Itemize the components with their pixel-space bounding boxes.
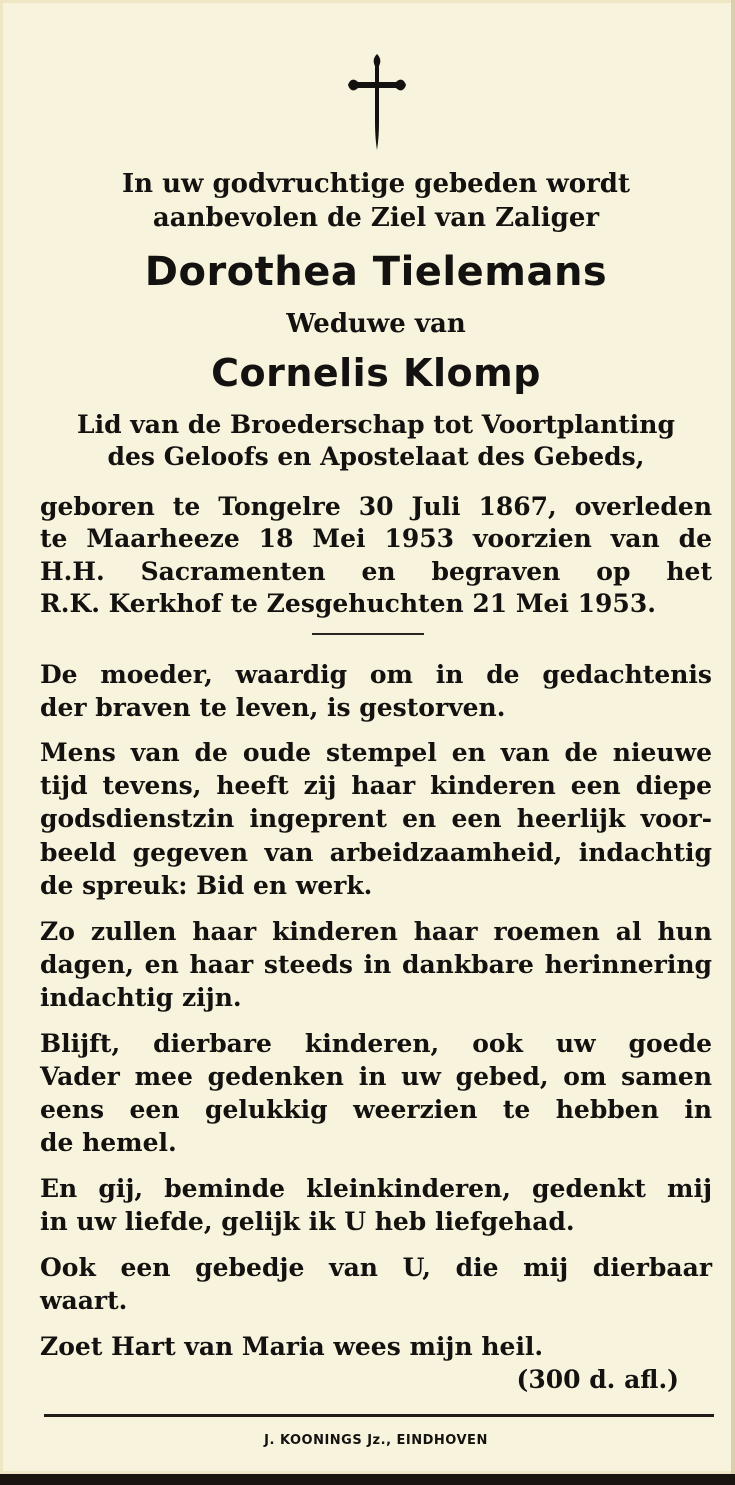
verse-line: Vader mee gedenken in uw gebed, om samen — [40, 1062, 712, 1091]
verse-line: Mens van de oude stempel en van de nieuwe — [40, 738, 712, 767]
card-edge-shadow — [731, 0, 735, 1474]
verse-line: waart. — [40, 1286, 128, 1315]
life-line: te Maarheeze 18 Mei 1953 voorzien van de — [40, 524, 712, 553]
life-line: geboren te Tongelre 30 Juli 1867, overleden — [40, 492, 712, 521]
membership-line: Lid van de Broederschap tot Voortplanting — [77, 410, 675, 439]
verse-line: de hemel. — [40, 1128, 177, 1157]
verse-line: in uw liefde, gelijk ik U heb liefgehad. — [40, 1207, 575, 1236]
intro-line: aanbevolen de Ziel van Zaliger — [152, 203, 600, 233]
verse-line: En gij, beminde kleinkinderen, gedenkt mij — [40, 1174, 712, 1203]
verse-line: tijd tevens, heeft zij haar kinderen een diepe — [40, 771, 712, 800]
life-line: H.H. Sacramenten en begraven op het — [40, 557, 712, 586]
latin-cross-icon — [346, 52, 408, 152]
indulgence-note: (300 d. afl.) — [516, 1365, 679, 1394]
verse-line: indachtig zijn. — [40, 983, 242, 1012]
verse-line: der braven te leven, is gestorven. — [40, 693, 506, 722]
membership-line: des Geloofs en Apostelaat des Gebeds, — [107, 442, 645, 471]
verse-line: de spreuk: Bid en werk. — [40, 871, 373, 900]
intro-line: In uw godvruchtige gebeden wordt — [122, 169, 630, 199]
spouse-name: Cornelis Klomp — [211, 351, 541, 395]
verse-line: dagen, en haar steeds in dankbare herinnering — [40, 950, 712, 979]
verse-line: beeld gegeven van arbeidzaamheid, indachtig — [40, 838, 712, 867]
footer-rule — [44, 1414, 714, 1417]
verse-line: Blijft, dierbare kinderen, ook uw goede — [40, 1029, 712, 1058]
verse-line: godsdienstzin ingeprent en een heerlijk voor- — [40, 804, 712, 833]
verse-line: Ook een gebedje van U, die mij dierbaar — [40, 1253, 712, 1282]
widow-of-label: Weduwe van — [286, 309, 466, 339]
section-separator — [312, 633, 424, 635]
verse-line: Zo zullen haar kinderen haar roemen al hun — [40, 917, 712, 946]
printer-imprint: J. KOONINGS Jz., EINDHOVEN — [264, 1433, 488, 1448]
verse-line: Zoet Hart van Maria wees mijn heil. — [40, 1332, 544, 1361]
deceased-name: Dorothea Tielemans — [144, 249, 608, 295]
verse-line: De moeder, waardig om in de gedachtenis — [40, 660, 712, 689]
verse-line: eens een gelukkig weerzien te hebben in — [40, 1095, 712, 1124]
life-line: R.K. Kerkhof te Zesgehuchten 21 Mei 1953. — [40, 589, 656, 618]
